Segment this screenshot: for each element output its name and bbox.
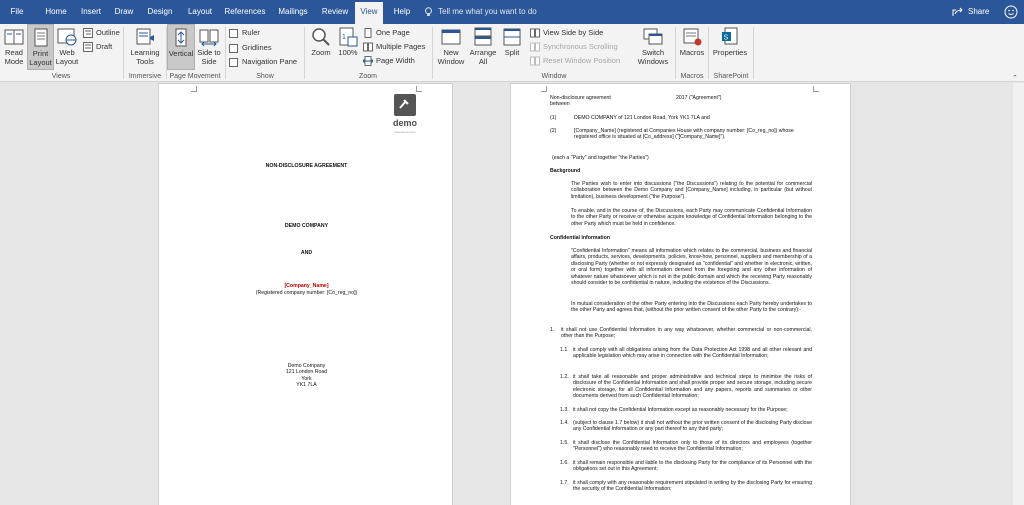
party-1-text: DEMO COMPANY of 121 London Road, York YK1 7LA and: [574, 115, 710, 121]
draft-button[interactable]: Draft: [83, 40, 112, 53]
feedback-smiley-icon[interactable]: [1004, 5, 1018, 19]
clause-number: 1.: [550, 327, 555, 333]
group-label-sharepoint: SharePoint: [713, 73, 749, 80]
arrange-all-icon: [472, 27, 494, 47]
one-page-button[interactable]: One Page: [363, 26, 410, 39]
zoom-100-icon: [337, 27, 359, 47]
confidential-info-heading: Confidential Information: [550, 235, 610, 241]
clause-number: 1.6.: [560, 460, 569, 466]
multiple-pages-icon: [363, 42, 373, 52]
clause-text: (subject to clause 1.7 below) it shall not without the prior written consent of the disclosing Party disclose any Confidential Information or any part thereof to any third party;: [573, 420, 812, 433]
clause-number: 1.2.: [560, 374, 569, 380]
side-to-side-button[interactable]: Side to Side: [196, 24, 222, 70]
tab-file[interactable]: File: [10, 7, 24, 16]
navigation-pane-check-box[interactable]: [229, 58, 238, 67]
navigation-pane-checkbox[interactable]: Navigation Pane: [229, 55, 297, 68]
and-text: AND: [300, 250, 313, 256]
tab-layout[interactable]: Layout: [187, 7, 213, 16]
collapse-ribbon-icon[interactable]: ⌃: [1012, 75, 1018, 82]
clause-text: it shall disclose the Confidential Information only to those of its directors and employees (together "Personnel") who reasonably need to receive the Confidential Information;: [573, 440, 812, 453]
ruler-check-box[interactable]: [229, 29, 238, 38]
properties-button[interactable]: S Properties: [710, 24, 750, 70]
group-label-show: Show: [256, 73, 274, 80]
background-para-1: The Parties wish to enter into discussions ("the Discussions") relating to the potential for commercial collaboration between the Demo Company and [Company_Name] including, in particular (but without limitation), business development ("the Purpose").: [571, 181, 812, 200]
split-icon: [501, 27, 523, 47]
svg-text:S: S: [723, 34, 729, 42]
registration-number: (Registered company number: [Co_reg_no]): [255, 290, 358, 296]
lightbulb-icon: [424, 7, 433, 17]
switch-windows-button[interactable]: Switch Windows: [634, 24, 672, 70]
group-label-immersive: Immersive: [128, 73, 162, 80]
clause-text: it shall comply with all obligations arising from the Data Protection Act 1998 and all other relevant and applicable legislation which may arise in connection with the Confidential Information;: [573, 347, 812, 360]
tab-view[interactable]: View: [355, 2, 383, 24]
tell-me-text: Tell me what you want to do: [438, 7, 537, 16]
new-window-icon: [440, 27, 462, 47]
learning-tools-button[interactable]: Learning Tools: [127, 24, 163, 70]
synchronous-scrolling-button[interactable]: Synchronous Scrolling: [530, 40, 618, 53]
logo-text: demo: [392, 118, 417, 128]
new-window-button[interactable]: New Window: [434, 24, 468, 70]
web-layout-button[interactable]: Web Layout: [54, 24, 80, 70]
multiple-pages-button[interactable]: Multiple Pages: [363, 40, 425, 53]
group-label-page-movement: Page Movement: [169, 73, 221, 80]
page-width-button[interactable]: Page Width: [363, 54, 415, 67]
agreement-title: NON-DISCLOSURE AGREEMENT: [265, 163, 348, 169]
group-label-macros: Macros: [680, 73, 704, 80]
arrange-all-button[interactable]: Arrange All: [468, 24, 498, 70]
crop-mark: [813, 86, 819, 92]
party-2-number: (2): [550, 128, 557, 134]
learning-tools-icon: [134, 27, 156, 47]
reset-window-position-button[interactable]: Reset Window Position: [530, 54, 620, 67]
read-mode-icon: [3, 27, 25, 47]
clause-text: it shall take all reasonable and proper administrative and technical steps to minimise the risks of disclosure of the Confidential Information and shall provide proper and secure storage, including secure electronic storage, for all Confidential Information and any papers, reports and summaries or other documents derived from such Confidential Information;: [573, 374, 812, 400]
tab-review[interactable]: Review: [321, 7, 349, 16]
vertical-scroll-icon: [170, 28, 192, 48]
group-label-views: Views: [51, 73, 71, 80]
outline-button[interactable]: Outline: [83, 26, 120, 39]
clause-text: it shall not use Confidential Information in any way whatsoever, whether commercial or non-commercial, other than the Purpose;: [561, 327, 812, 340]
document-page-2[interactable]: [510, 83, 851, 505]
outline-icon: [83, 28, 93, 38]
background-heading: Background: [550, 168, 581, 174]
header-right: 2017 ("Agreement"): [676, 95, 722, 101]
clause-text: it shall comply with any reasonable requirement stipulated in writing by the disclosing Party for ensuring the security of the Confidential Information;: [573, 480, 812, 493]
web-layout-icon: [56, 27, 78, 47]
clause-number: 1.5.: [560, 440, 569, 446]
clause-number: 1.7.: [560, 480, 569, 486]
each-party-text: (each a "Party" and together "the Parties"): [552, 155, 649, 161]
svg-text:1: 1: [342, 34, 346, 41]
macros-icon: [681, 27, 703, 47]
group-label-zoom: Zoom: [359, 73, 377, 80]
tab-references[interactable]: References: [224, 7, 266, 16]
address-line: 121 London Road: [285, 369, 328, 375]
one-page-icon: [363, 28, 373, 38]
crop-mark: [541, 86, 547, 92]
clause-number: 1.1.: [560, 347, 569, 353]
clause-text: it shall not copy the Confidential Information except as reasonably necessary for the Purpose;: [573, 407, 788, 413]
between-text: between: [550, 101, 570, 107]
switch-windows-icon: [642, 27, 664, 47]
crop-mark: [191, 86, 197, 92]
zoom-button[interactable]: Zoom: [307, 24, 335, 70]
tab-design[interactable]: Design: [147, 7, 173, 16]
address-line: YK1 7LA: [296, 382, 317, 388]
read-mode-button[interactable]: Read Mode: [1, 24, 27, 70]
magnifier-icon: [310, 27, 332, 47]
ribbon-tab-bar: [0, 0, 1024, 24]
clause-number: 1.4.: [560, 420, 569, 426]
print-layout-icon: [30, 28, 52, 48]
macros-button[interactable]: Macros: [677, 24, 707, 70]
share-button[interactable]: [952, 0, 989, 24]
party-1-name: DEMO COMPANY: [284, 223, 329, 229]
group-label-window: Window: [541, 73, 567, 80]
party-1-number: (1): [550, 115, 557, 121]
share-icon: [952, 6, 964, 17]
tab-draw[interactable]: Draw: [114, 7, 134, 16]
ribbon: [0, 24, 1024, 82]
clause-text: it shall remain responsible and liable to the disclosing Party for the compliance of its Personnel with the obligations set out in this Agreement;: [573, 460, 812, 473]
sync-scroll-icon: [530, 42, 540, 52]
header-left: Non-disclosure agreement: [550, 95, 611, 101]
gridlines-check-box[interactable]: [229, 44, 238, 53]
print-layout-button[interactable]: Print Layout: [27, 24, 54, 70]
confidential-info-para-1: "Confidential Information" means all information which relates to the commercial, business and financial affairs, products, services, developments, policies, know-how, personnel, suppliers and membership of a disclosing Party (whether or not expressly designated as "confidential" and whether in electronic, written, or oral form) together with all information derived from the foregoing and any other information of whatever nature whatsoever which is not in the public domain and which the receiving Party reasonably should consider to be confidential in nature, including the existence of the Discussions.: [571, 248, 812, 287]
side-by-side-icon: [530, 28, 540, 38]
split-button[interactable]: Split: [499, 24, 525, 70]
demo-logo-icon: [394, 94, 416, 116]
address-line: York: [301, 376, 312, 382]
vertical-scrollbar[interactable]: [1013, 83, 1024, 505]
side-to-side-icon: [198, 27, 220, 47]
company-name-field: [Company_Name]: [284, 283, 329, 289]
crop-mark: [416, 86, 422, 92]
tab-mailings[interactable]: Mailings: [278, 7, 308, 16]
document-page-1[interactable]: [158, 83, 453, 505]
share-label: Share: [968, 7, 990, 16]
draft-icon: [83, 42, 93, 52]
zoom-100-button[interactable]: 1 100%: [336, 24, 360, 70]
party-2-text: [Company_Name] (registered at Companies House with company number: [Co_reg_no]) whose registered office is situated at [Co_address] ("[Company_Name]").: [574, 128, 794, 141]
tab-help[interactable]: Help: [393, 7, 411, 16]
ruler-checkbox[interactable]: Ruler: [229, 26, 260, 39]
logo-subtext: www.demo.com: [394, 130, 416, 134]
tab-insert[interactable]: Insert: [80, 7, 101, 16]
confidential-info-para-2: In mutual consideration of the other Party entering into the Discussions each Party hereby undertakes to the other Party and agrees that, (without the prior written consent of the other Party to the contrary):-: [571, 301, 812, 314]
document-area[interactable]: [0, 83, 1024, 505]
vertical-button[interactable]: Vertical: [167, 24, 195, 70]
page-width-icon: [363, 56, 373, 66]
reset-window-icon: [530, 56, 540, 66]
gridlines-checkbox[interactable]: Gridlines: [229, 41, 272, 54]
group-separator: [753, 27, 754, 79]
clause-number: 1.3.: [560, 407, 569, 413]
tab-home[interactable]: Home: [45, 7, 67, 16]
tell-me-search[interactable]: [424, 0, 537, 24]
address-line: Demo Company: [287, 363, 326, 369]
background-para-2: To enable, and in the course of, the Discussions, each Party may communicate Confidential Information to the other Party or receive or otherwise acquire knowledge of Confidential Information belonging to the other Party which must be held in confidence.: [571, 208, 812, 227]
properties-icon: [719, 27, 741, 47]
view-side-by-side-button[interactable]: View Side by Side: [530, 26, 603, 39]
